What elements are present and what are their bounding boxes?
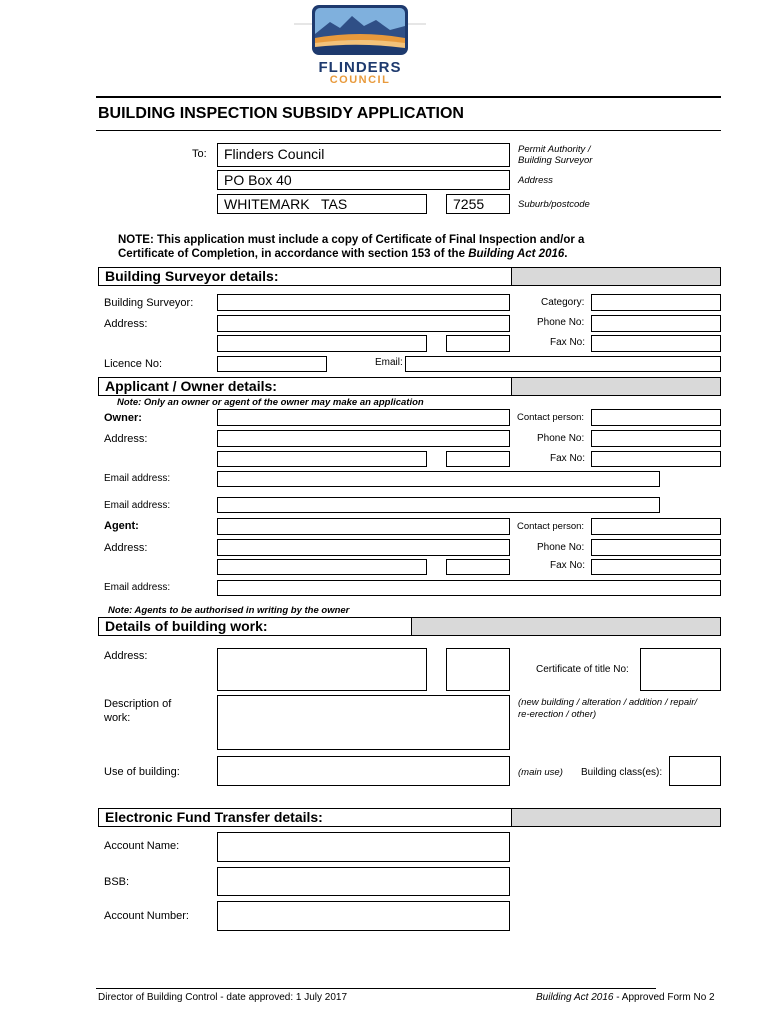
- agent-phone-field[interactable]: [591, 539, 721, 556]
- work-address-field[interactable]: [217, 648, 427, 691]
- footer-rule: [96, 988, 656, 989]
- surveyor-licence-field[interactable]: [217, 356, 327, 372]
- eft-account-number-label: Account Number:: [104, 910, 189, 922]
- work-class-label: Building class(es):: [581, 767, 663, 778]
- footer-right: Building Act 2016 - Approved Form No 2: [536, 992, 715, 1003]
- work-section-header: [98, 617, 721, 636]
- surveyor-email-label: Email:: [375, 357, 403, 368]
- owner-address-field-2[interactable]: [217, 451, 427, 467]
- eft-account-name-label: Account Name:: [104, 840, 180, 852]
- eft-bsb-field[interactable]: [217, 867, 510, 896]
- eft-heading: Electronic Fund Transfer details:: [105, 809, 323, 825]
- to-suburb-value: WHITEMARK TAS: [224, 196, 348, 212]
- applicant-note: Note: Only an owner or agent of the owner may make an application: [117, 397, 424, 408]
- eft-account-number-field[interactable]: [217, 901, 510, 931]
- agent-fax-field[interactable]: [591, 559, 721, 575]
- agent-postcode-field[interactable]: [446, 559, 510, 575]
- owner-name-field[interactable]: [217, 409, 510, 426]
- note-line-1: NOTE: This application must include a copy of Certificate of Final Inspection and/or a: [118, 234, 585, 246]
- owner-label: Owner:: [104, 412, 142, 424]
- owner-postcode-field[interactable]: [446, 451, 510, 467]
- to-postcode-value: 7255: [453, 196, 485, 212]
- work-address-label: Address:: [104, 650, 148, 662]
- to-label: To:: [192, 148, 207, 160]
- surveyor-fax-label: Fax No:: [550, 337, 586, 348]
- logo-emblem: [290, 4, 430, 60]
- agent-name-field[interactable]: [217, 518, 510, 535]
- agent-contact-field[interactable]: [591, 518, 721, 535]
- agent-label: Agent:: [104, 520, 139, 532]
- owner-email1-field[interactable]: [217, 471, 660, 487]
- owner-phone-field[interactable]: [591, 430, 721, 447]
- owner-address-field-1[interactable]: [217, 430, 510, 447]
- surveyor-licence-label: Licence No:: [104, 358, 163, 370]
- work-desc-label-1: Description of: [104, 698, 172, 710]
- agent-phone-label: Phone No:: [537, 542, 585, 553]
- surveyor-category-label: Category:: [541, 297, 585, 308]
- applicant-heading: Applicant / Owner details:: [105, 378, 277, 394]
- work-cert-label: Certificate of title No:: [536, 664, 629, 675]
- owner-email2-label: Email address:: [104, 500, 171, 511]
- work-description-field[interactable]: [217, 695, 510, 750]
- agent-note: Note: Agents to be authorised in writing by the owner: [108, 605, 350, 616]
- eft-bsb-label: BSB:: [104, 876, 130, 888]
- to-address-value: PO Box 40: [224, 172, 292, 188]
- surveyor-name-field[interactable]: [217, 294, 510, 311]
- agent-email-label: Email address:: [104, 582, 171, 593]
- logo-name-top: FLINDERS: [318, 59, 402, 76]
- surveyor-heading: Building Surveyor details:: [105, 268, 279, 284]
- owner-contact-field[interactable]: [591, 409, 721, 426]
- page-title: BUILDING INSPECTION SUBSIDY APPLICATION: [98, 105, 464, 122]
- agent-address-label: Address:: [104, 542, 148, 554]
- to-suburb-note: Suburb/postcode: [518, 199, 590, 210]
- logo-name-bottom: COUNCIL: [329, 74, 391, 86]
- applicant-section-header: [98, 377, 721, 396]
- to-authority-value: Flinders Council: [224, 146, 325, 162]
- work-main-use: (main use): [518, 767, 563, 778]
- surveyor-address-label: Address:: [104, 318, 148, 330]
- surveyor-label: Building Surveyor:: [104, 297, 194, 309]
- to-address-note: Address: [518, 175, 553, 186]
- agent-contact-label: Contact person:: [517, 521, 585, 532]
- to-authority-note: Permit Authority / Building Surveyor: [518, 144, 593, 166]
- work-postcode-field[interactable]: [446, 648, 510, 691]
- work-desc-note-2: re-erection / other): [518, 709, 597, 720]
- work-class-field[interactable]: [669, 756, 721, 786]
- work-heading: Details of building work:: [105, 618, 268, 634]
- owner-fax-field[interactable]: [591, 451, 721, 467]
- title-bottom-rule: [96, 130, 721, 131]
- agent-email-field[interactable]: [217, 580, 721, 596]
- surveyor-address-field-1[interactable]: [217, 315, 510, 332]
- title-top-rule: [96, 96, 721, 98]
- surveyor-section-header: [98, 267, 721, 286]
- work-desc-label-2: work:: [104, 712, 131, 724]
- work-cert-field[interactable]: [640, 648, 721, 691]
- eft-section-header: [98, 808, 721, 827]
- note-line-2: Certificate of Completion, in accordance with section 153 of the Building Act 2016.: [118, 248, 568, 260]
- owner-contact-label: Contact person:: [517, 412, 585, 423]
- surveyor-email-field[interactable]: [405, 356, 721, 372]
- work-use-field[interactable]: [217, 756, 510, 786]
- work-desc-note-1: (new building / alteration / addition / repair/: [518, 697, 698, 708]
- owner-address-label: Address:: [104, 433, 148, 445]
- owner-fax-label: Fax No:: [550, 453, 586, 464]
- owner-phone-label: Phone No:: [537, 433, 585, 444]
- surveyor-address-field-2[interactable]: [217, 335, 427, 352]
- surveyor-phone-label: Phone No:: [537, 317, 585, 328]
- council-logo: [290, 4, 430, 88]
- owner-email1-label: Email address:: [104, 473, 171, 484]
- agent-address-field-2[interactable]: [217, 559, 427, 575]
- surveyor-category-field[interactable]: [591, 294, 721, 311]
- surveyor-fax-field[interactable]: [591, 335, 721, 352]
- footer-left: Director of Building Control - date approved: 1 July 2017: [98, 992, 348, 1003]
- eft-account-name-field[interactable]: [217, 832, 510, 862]
- surveyor-phone-field[interactable]: [591, 315, 721, 332]
- work-use-label: Use of building:: [104, 766, 180, 778]
- agent-address-field-1[interactable]: [217, 539, 510, 556]
- surveyor-postcode-field[interactable]: [446, 335, 510, 352]
- owner-email2-field[interactable]: [217, 497, 660, 513]
- agent-fax-label: Fax No:: [550, 560, 586, 571]
